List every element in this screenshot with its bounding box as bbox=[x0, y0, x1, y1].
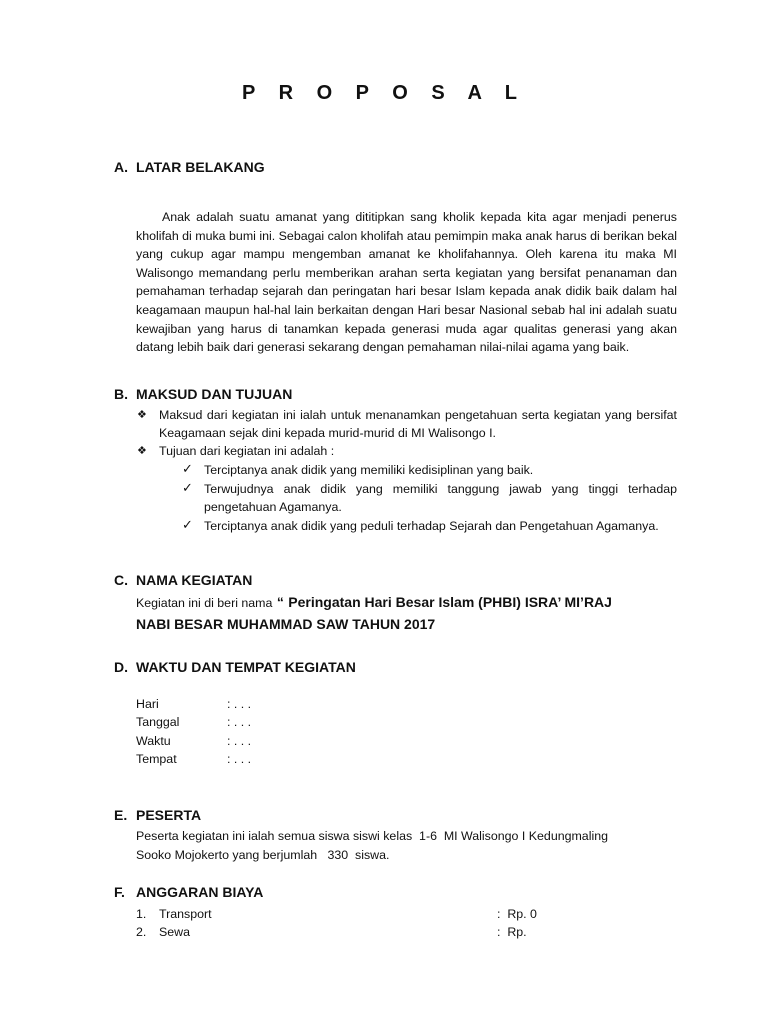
section-c-title: NAMA KEGIATAN bbox=[136, 572, 253, 588]
schedule-row-time bbox=[136, 732, 251, 750]
budget-item-value: : Rp. bbox=[497, 925, 527, 939]
budget-item-value: : Rp. 0 bbox=[497, 907, 537, 921]
schedule-value: : . . . bbox=[227, 752, 252, 766]
goals-intro: Tujuan dari kegiatan ini adalah : bbox=[159, 444, 335, 458]
section-e-title: PESERTA bbox=[136, 807, 202, 823]
section-e-heading bbox=[114, 807, 201, 823]
schedule-value: : . . . bbox=[227, 715, 252, 729]
budget-item-label: Sewa bbox=[159, 925, 190, 939]
section-b-heading bbox=[114, 386, 292, 402]
checkmark-icon: ✓ bbox=[182, 480, 193, 495]
budget-row-rent bbox=[136, 923, 556, 941]
section-b-title: MAKSUD DAN TUJUAN bbox=[136, 386, 293, 402]
section-a-title: LATAR BELAKANG bbox=[136, 159, 265, 175]
activity-name-text-2: NABI BESAR MUHAMMAD SAW TAHUN 2017 bbox=[136, 616, 436, 632]
goal-item-1: Terciptanya anak didik yang memiliki kedisiplinan yang baik. bbox=[204, 463, 534, 477]
goal-item-3: Terciptanya anak didik yang peduli terhadap Sejarah dan Pengetahuan Agamanya. bbox=[204, 519, 659, 533]
budget-item-number: 2. bbox=[136, 925, 147, 939]
schedule-label: Waktu bbox=[136, 734, 171, 748]
checkmark-icon: ✓ bbox=[182, 461, 193, 476]
participants-line-1: Peserta kegiatan ini ialah semua siswa siswi kelas 1-6 MI Walisongo I Kedungmaling bbox=[136, 829, 608, 843]
schedule-value: : . . . bbox=[227, 734, 252, 748]
diamond-bullet-icon: ❖ bbox=[137, 409, 147, 421]
schedule-row-day bbox=[136, 695, 251, 713]
opening-quote: “ bbox=[276, 594, 284, 610]
section-a-number: A. bbox=[114, 159, 128, 175]
activity-name-line1 bbox=[136, 594, 612, 612]
section-c-heading bbox=[114, 572, 252, 588]
activity-name-text-1: Peringatan Hari Besar Islam (PHBI) ISRA’ MI’RAJ bbox=[288, 594, 612, 610]
goal-item-2: Terwujudnya anak didik yang memiliki tanggung jawab yang tinggi terhadap pengetahuan Agamanya. bbox=[204, 482, 677, 514]
budget-item-label: Transport bbox=[159, 907, 212, 921]
schedule-label: Tempat bbox=[136, 752, 177, 766]
section-d-number: D. bbox=[114, 659, 128, 675]
background-paragraph: Anak adalah suatu amanat yang dititipkan sang kholik kepada kita agar menjadi penerus kholifah di muka bumi ini. Sebagai calon kholifah atau pemimpin maka anak harus di berikan bekal yang cukup agar mampu mengemban amanat ke kholifahannya. Oleh karena itu maka MI Walisongo memandang perlu memberikan arahan serta kegiatan yang bersifat penanaman dan pemahaman terhadap sejarah dan peringatan hari besar Islam kepada anak didik baik dalam hal keagamaan maupun hal-hal lain berkaitan dengan Hari besar Nasional sebab hal ini adalah suatu kewajiban yang harus di tanamkan kepada generasi muda agar qualitas generasi yang akan datang lebih baik dari generasi sekarang dengan pemahaman nilai-nilai agama yang baik. bbox=[136, 210, 677, 355]
section-e-number: E. bbox=[114, 807, 128, 823]
activity-name-intro: Kegiatan ini di beri nama bbox=[136, 596, 273, 610]
schedule-row-date bbox=[136, 713, 251, 731]
diamond-bullet-icon: ❖ bbox=[137, 445, 147, 457]
section-a-heading bbox=[114, 159, 265, 175]
section-d-title: WAKTU DAN TEMPAT KEGIATAN bbox=[136, 659, 356, 675]
checkmark-icon: ✓ bbox=[182, 517, 193, 532]
schedule-row-place bbox=[136, 750, 251, 768]
participants-line-2: Sooko Mojokerto yang berjumlah 330 siswa. bbox=[136, 848, 390, 862]
schedule-value: : . . . bbox=[227, 697, 252, 711]
section-d-heading bbox=[114, 659, 356, 675]
section-f-heading bbox=[114, 884, 263, 900]
budget-item-number: 1. bbox=[136, 907, 147, 921]
section-f-title: ANGGARAN BIAYA bbox=[136, 884, 264, 900]
purpose-text: Maksud dari kegiatan ini ialah untuk menanamkan pengetahuan serta kegiatan yang bersifat Keagamaan sejak dini kepada murid-murid di MI Walisongo I. bbox=[159, 408, 677, 440]
page-title: P R O P O S A L bbox=[242, 82, 526, 104]
schedule-label: Tanggal bbox=[136, 715, 180, 729]
section-b-number: B. bbox=[114, 386, 128, 402]
section-c-number: C. bbox=[114, 572, 128, 588]
schedule-label: Hari bbox=[136, 697, 159, 711]
budget-row-transport bbox=[136, 905, 556, 923]
section-f-number: F. bbox=[114, 884, 125, 900]
